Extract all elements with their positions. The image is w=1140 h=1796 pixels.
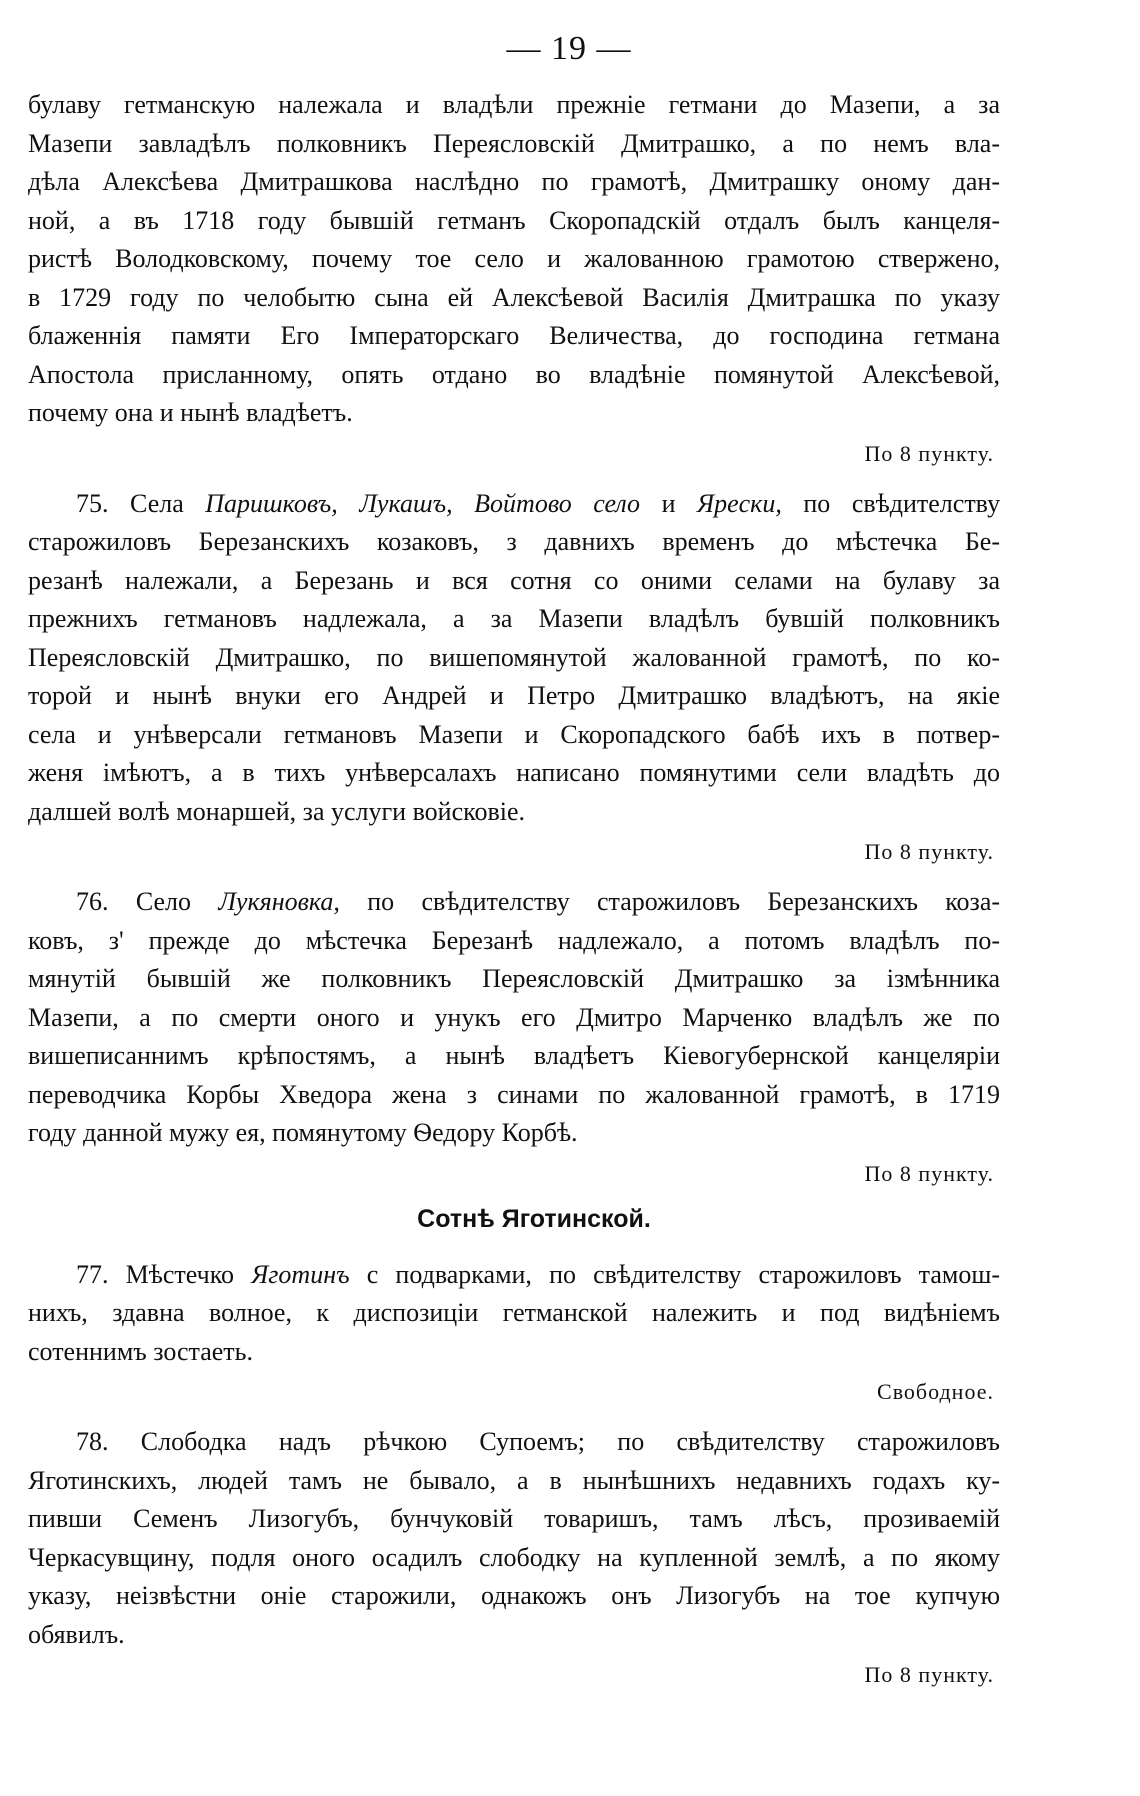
text-line: резанѣ належали, а Березань и вся сотня со оними селами на булаву за [28,565,1000,595]
text-line: Черкасувщину, подля оного осадилъ слободку на купленной землѣ, а по якому [28,1542,1000,1572]
text-fragment: по свѣдителству старожиловъ Березанскихъ коза- [367,887,1001,916]
text-line: ковъ, з' прежде до мѣстечка Березанѣ надлежало, а потомъ владѣлъ по- [28,925,1000,955]
entry-75 [28,485,1000,832]
text-line: блаженнія памяти Его Імператорскаго Величества, до господина гетмана [28,321,1000,350]
text-line: дѣла Алексѣева Дмитрашкова наслѣдно по грамотѣ, Дмитрашку оному дан- [28,167,1000,196]
place-name: Паришковъ, [205,488,338,518]
text-fragment: Слободка надъ рѣчкою Супоемъ; по свѣдителству старожиловъ [140,1427,1000,1456]
text-fragment: Село [135,887,191,916]
place-name: Яреcки, [697,488,782,518]
place-name: Лукашъ, [359,488,453,518]
entry-number: 75. [76,488,109,518]
text-line: женя імѣютъ, а в тихъ унѣверсалахъ написано помянутими сели владѣть до [28,758,1000,787]
text-line: торой и нынѣ внуки его Андрей и Петро Дмитрашко владѣютъ, на якіе [28,681,1000,710]
text-line: обявилъ. [28,1619,125,1649]
text-line: в 1729 году по челобытю сына ей Алексѣевой Василія Дмитрашка по указу [28,282,1000,312]
text-line: Мазепи, а по смерти оного и унукъ его Дмитро Марченко владѣлъ же по [28,1002,1000,1032]
text-line: ристѣ Володковскому, почему тое село и жалованною грамотою стверженo, [28,244,1000,273]
place-name: Яготинъ [251,1259,350,1289]
text-fragment: Села [130,488,184,518]
text-line: старожиловъ Березанскихъ козаковъ, з давнихъ временъ до мѣстечка Бе- [28,527,1000,556]
entry-76 [28,883,1000,1153]
text-line: Яготинскихъ, людей тамъ не бывало, а в нынѣшнихъ недавнихъ годахъ ку- [28,1465,1000,1495]
entry-number: 78. [76,1427,109,1456]
text-line: нихъ, здавна волное, к диспозицiи гетманской належить и под видѣніемъ [28,1298,1000,1327]
text-line: Апостола присланному, опять отдано во владѣніе помянутой Алексѣевой, [28,359,1000,389]
text-line: далшей волѣ монаршей, за услуги войсковіе. [28,796,525,826]
margin-note: По 8 пункту. [864,440,994,466]
text-line: булаву гетманскую належала и владѣли прежніе гетмани до Мазепи, а за [28,90,1000,119]
text-line: сотеннимъ зостаеть. [28,1336,254,1366]
text-line: вишеписаннимъ крѣпостямъ, а нынѣ владѣетъ Кіевогубернской канцеляріи [28,1041,1000,1070]
entry-number: 76. [76,887,109,916]
text-line: мянутій бывшій же полковникъ Переясловскій Дмитрашко за ізмѣнника [28,964,1000,993]
text-fragment: Мѣстечко [125,1259,235,1289]
entry-78 [28,1423,1000,1654]
place-name: Лукяновка, [218,887,340,916]
margin-note: По 8 пункту. [864,1160,994,1186]
text-line: прежнихъ гетмановъ надлежала, а за Мазепи владѣлъ бувшій полковникъ [28,604,1000,633]
intro-paragraph [28,86,1000,433]
text-line: году данной мужу ея, помянутому Ѳедору Корбѣ. [28,1118,578,1147]
text-line: Переясловскій Дмитрашко, по вишепомянутой жалованной грамотѣ, по ко- [28,642,1000,672]
text-fragment: с подварками, по свѣдителству старожиловъ тамош- [366,1259,1001,1289]
entry-77 [28,1256,1000,1372]
text-line: ной, а въ 1718 году бывшій гетманъ Скоропадскій отдалъ былъ канцеля- [28,205,1000,235]
margin-note: По 8 пункту. [864,1662,994,1687]
text-line: Мазепи завладѣлъ полковникъ Переясловскій Дмитрашко, а по немъ вла- [28,128,1000,158]
text-line: переводчика Корбы Хведора жена з синами по жалованной грамотѣ, в 1719 [28,1079,1000,1109]
text-line: почему она и нынѣ владѣетъ. [28,398,353,427]
text-fragment: по свѣдителству [803,488,1001,518]
entry-first-line [28,485,1000,524]
text-line: села и унѣверсали гетмановъ Мазепи и Скоропадского бабѣ ихъ в потвер- [28,719,1000,749]
entry-first-line [28,1423,1000,1462]
text-line: указу, неізвѣстни оніе старожили, однакожъ онъ Лизогубъ на тое купчую [28,1581,1000,1610]
entry-first-line [28,883,1000,922]
page-number: — 19 — [506,30,632,67]
text-line: пивши Семенъ Лизогубъ, бунчуковій товаришъ, тамъ лѣсъ, прозиваемій [28,1504,1000,1533]
margin-note: Свободное. [877,1379,994,1404]
entry-first-line [28,1256,1000,1295]
margin-note: По 8 пункту. [864,839,994,864]
section-heading: Сотнѣ Яготинской. [417,1204,651,1233]
text-fragment: и [661,488,676,518]
place-name: Войтово село [474,488,641,518]
entry-number: 77. [76,1259,109,1289]
